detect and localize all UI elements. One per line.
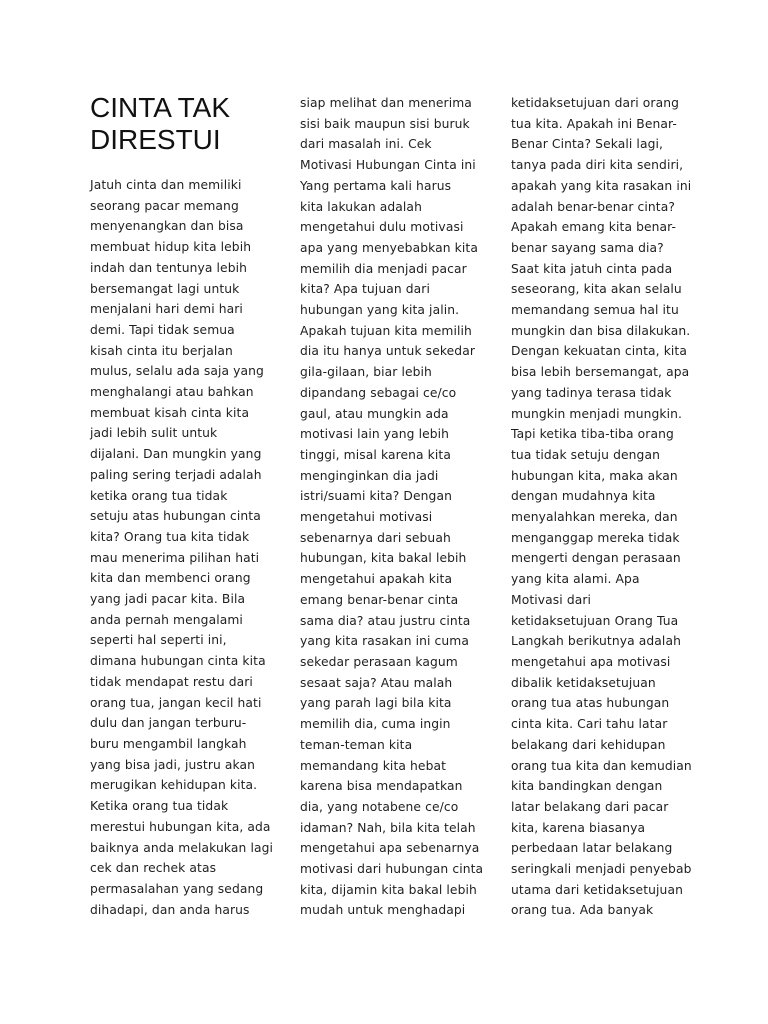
- text-line: membuat kisah cinta kita: [90, 405, 250, 420]
- text-line: ketika orang tua tidak: [90, 488, 228, 503]
- text-line: permasalahan yang sedang: [90, 881, 264, 896]
- page-title: [90, 92, 270, 156]
- text-line: mengetahui dulu motivasi: [300, 220, 464, 235]
- text-line: mau menerima pilihan hati: [90, 550, 260, 565]
- text-line: Jatuh cinta dan memiliki: [90, 178, 242, 192]
- text-line: adalah benar-benar cinta?: [511, 199, 675, 214]
- text-line: sebenarnya dari sebuah: [300, 530, 451, 545]
- text-line: menghalangi atau bahkan: [90, 385, 254, 400]
- text-line: memilih dia menjadi pacar: [300, 261, 467, 276]
- text-line: merestui hubungan kita, ada: [90, 819, 271, 834]
- text-line: sisi baik maupun sisi buruk: [300, 116, 470, 131]
- text-line: ketidaksetujuan Orang Tua: [511, 613, 679, 628]
- text-line: ketidaksetujuan dari orang: [511, 96, 680, 110]
- text-line: orang tua, jangan kecil hati: [90, 695, 262, 710]
- text-line: bersemangat lagi untuk: [90, 281, 240, 296]
- text-line: seringkali menjadi penyebab: [511, 862, 692, 877]
- text-line: mungkin menjadi mungkin.: [511, 406, 683, 421]
- text-line: sekedar perasaan kagum: [300, 654, 458, 669]
- text-line: tanya pada diri kita sendiri,: [511, 158, 684, 173]
- text-line: Yang pertama kali harus: [300, 178, 452, 193]
- text-line: seorang pacar memang: [90, 198, 239, 213]
- text-line: Apakah tujuan kita memilih: [300, 323, 472, 338]
- text-line: tua kita. Apakah ini Benar-: [511, 116, 677, 131]
- text-line: Motivasi dari: [511, 592, 592, 607]
- text-line: latar belakang dari pacar: [511, 799, 669, 814]
- text-line: yang parah lagi bila kita: [300, 696, 452, 711]
- text-line: hubungan yang kita jalin.: [300, 303, 460, 318]
- text-line: kita, dijamin kita bakal lebih: [300, 882, 477, 897]
- text-line: orang tua kita dan kemudian: [511, 758, 692, 773]
- text-line: dulu dan jangan terburu-: [90, 716, 247, 731]
- text-line: yang tadinya terasa tidak: [511, 385, 672, 400]
- title-line: DIRESTUI: [90, 124, 221, 155]
- text-line: Saat kita jatuh cinta pada: [511, 261, 673, 276]
- text-line: dari masalah ini. Cek: [300, 137, 432, 152]
- text-line: menganggap mereka tidak: [511, 530, 680, 545]
- text-line: sesaat saja? Atau malah: [300, 675, 453, 690]
- text-line: dibalik ketidaksetujuan: [511, 675, 656, 690]
- text-line: yang jadi pacar kita. Bila: [90, 592, 246, 607]
- text-line: dia, yang notabene ce/co: [300, 799, 459, 814]
- text-line: mungkin dan bisa dilakukan.: [511, 323, 691, 338]
- text-line: belakang dari kehidupan: [511, 737, 666, 752]
- text-line: anda pernah mengalami: [90, 612, 243, 627]
- text-line: jadi lebih sulit untuk: [90, 426, 218, 441]
- text-line: mengetahui motivasi: [300, 510, 433, 525]
- text-line: Tapi ketika tiba-tiba orang: [511, 427, 674, 442]
- text-line: hubungan, kita bakal lebih: [300, 551, 467, 566]
- text-line: kita, karena biasanya: [511, 820, 646, 835]
- text-line: yang bisa jadi, justru akan: [90, 757, 256, 772]
- text-line: merugikan kehidupan kita.: [90, 778, 258, 793]
- text-line: kita? Apa tujuan dari: [300, 282, 430, 297]
- text-line: mulus, selalu ada saja yang: [90, 364, 264, 379]
- text-line: apa yang menyebabkan kita: [300, 240, 478, 255]
- text-line: motivasi lain yang lebih: [300, 427, 450, 442]
- text-line: dijalani. Dan mungkin yang: [90, 447, 262, 462]
- text-line: gila-gilaan, biar lebih: [300, 365, 432, 380]
- title-line: CINTA TAK: [90, 92, 231, 123]
- text-line: seseorang, kita akan selalu: [511, 282, 682, 297]
- text-line: istri/suami kita? Dengan: [300, 489, 452, 504]
- text-column-2: [300, 93, 483, 921]
- text-line: dihadapi, dan anda harus: [90, 902, 250, 917]
- text-line: Motivasi Hubungan Cinta ini: [300, 158, 476, 173]
- text-line: hubungan kita, maka akan: [511, 468, 678, 483]
- text-line: kita? Orang tua kita tidak: [90, 529, 250, 544]
- text-line: Dengan kekuatan cinta, kita: [511, 344, 687, 359]
- text-line: karena bisa mendapatkan: [300, 779, 463, 794]
- text-line: perbedaan latar belakang: [511, 841, 673, 856]
- text-line: demi. Tapi tidak semua: [90, 322, 235, 337]
- text-line: dimana hubungan cinta kita: [90, 654, 266, 669]
- text-line: sama dia? atau justru cinta: [300, 613, 471, 628]
- text-line: Langkah berikutnya adalah: [511, 634, 681, 649]
- text-line: cek dan rechek atas: [90, 861, 217, 876]
- text-line: menginginkan dia jadi: [300, 468, 439, 483]
- text-line: cinta kita. Cari tahu latar: [511, 717, 668, 732]
- text-column-3: [511, 93, 692, 921]
- text-line: kita lakukan adalah: [300, 199, 422, 214]
- text-line: tinggi, misal karena kita: [300, 447, 451, 462]
- text-line: menyalahkan mereka, dan: [511, 510, 678, 525]
- text-line: seperti hal seperti ini,: [90, 633, 227, 648]
- text-line: utama dari ketidaksetujuan: [511, 882, 683, 897]
- text-line: idaman? Nah, bila kita telah: [300, 820, 476, 835]
- text-line: setuju atas hubungan cinta: [90, 509, 261, 524]
- text-line: Benar Cinta? Sekali lagi,: [511, 137, 664, 152]
- text-line: bisa lebih bersemangat, apa: [511, 365, 690, 380]
- text-column-1: [90, 175, 273, 920]
- text-line: dengan mudahnya kita: [511, 489, 656, 504]
- text-line: yang kita alami. Apa: [511, 572, 640, 587]
- text-line: Apakah emang kita benar-: [511, 220, 677, 235]
- text-line: tua tidak setuju dengan: [511, 447, 660, 462]
- text-line: kita bandingkan dengan: [511, 779, 663, 794]
- text-line: kisah cinta itu berjalan: [90, 343, 233, 358]
- text-line: buru mengambil langkah: [90, 736, 247, 751]
- text-line: indah dan tentunya lebih: [90, 260, 248, 275]
- text-line: memandang semua hal itu: [511, 303, 679, 318]
- text-line: mengerti dengan perasaan: [511, 551, 681, 566]
- text-line: Ketika orang tua tidak: [90, 799, 229, 814]
- text-line: teman-teman kita: [300, 737, 413, 752]
- text-line: tidak mendapat restu dari: [90, 674, 253, 689]
- text-line: emang benar-benar cinta: [300, 592, 459, 607]
- text-line: mudah untuk menghadapi: [300, 903, 466, 918]
- text-line: mengetahui apakah kita: [300, 572, 453, 587]
- text-line: paling sering terjadi adalah: [90, 467, 262, 482]
- text-line: mengetahui apa motivasi: [511, 654, 671, 669]
- text-line: dia itu hanya untuk sekedar: [300, 344, 476, 359]
- text-line: memilih dia, cuma ingin: [300, 717, 451, 732]
- text-line: motivasi dari hubungan cinta: [300, 862, 484, 877]
- text-line: menjalani hari demi hari: [90, 302, 243, 317]
- text-line: membuat hidup kita lebih: [90, 240, 252, 255]
- text-line: kita dan membenci orang: [90, 571, 251, 586]
- text-line: siap melihat dan menerima: [300, 96, 472, 110]
- text-line: baiknya anda melakukan lagi: [90, 840, 274, 855]
- text-line: memandang kita hebat: [300, 758, 447, 773]
- text-line: orang tua atas hubungan: [511, 696, 670, 711]
- text-line: dipandang sebagai ce/co: [300, 385, 457, 400]
- text-line: benar sayang sama dia?: [511, 240, 664, 255]
- text-line: gaul, atau mungkin ada: [300, 406, 449, 421]
- text-line: orang tua. Ada banyak: [511, 903, 654, 918]
- text-line: menyenangkan dan bisa: [90, 219, 244, 234]
- text-line: mengetahui apa sebenarnya: [300, 841, 480, 856]
- text-line: yang kita rasakan ini cuma: [300, 634, 470, 649]
- text-line: apakah yang kita rasakan ini: [511, 178, 692, 193]
